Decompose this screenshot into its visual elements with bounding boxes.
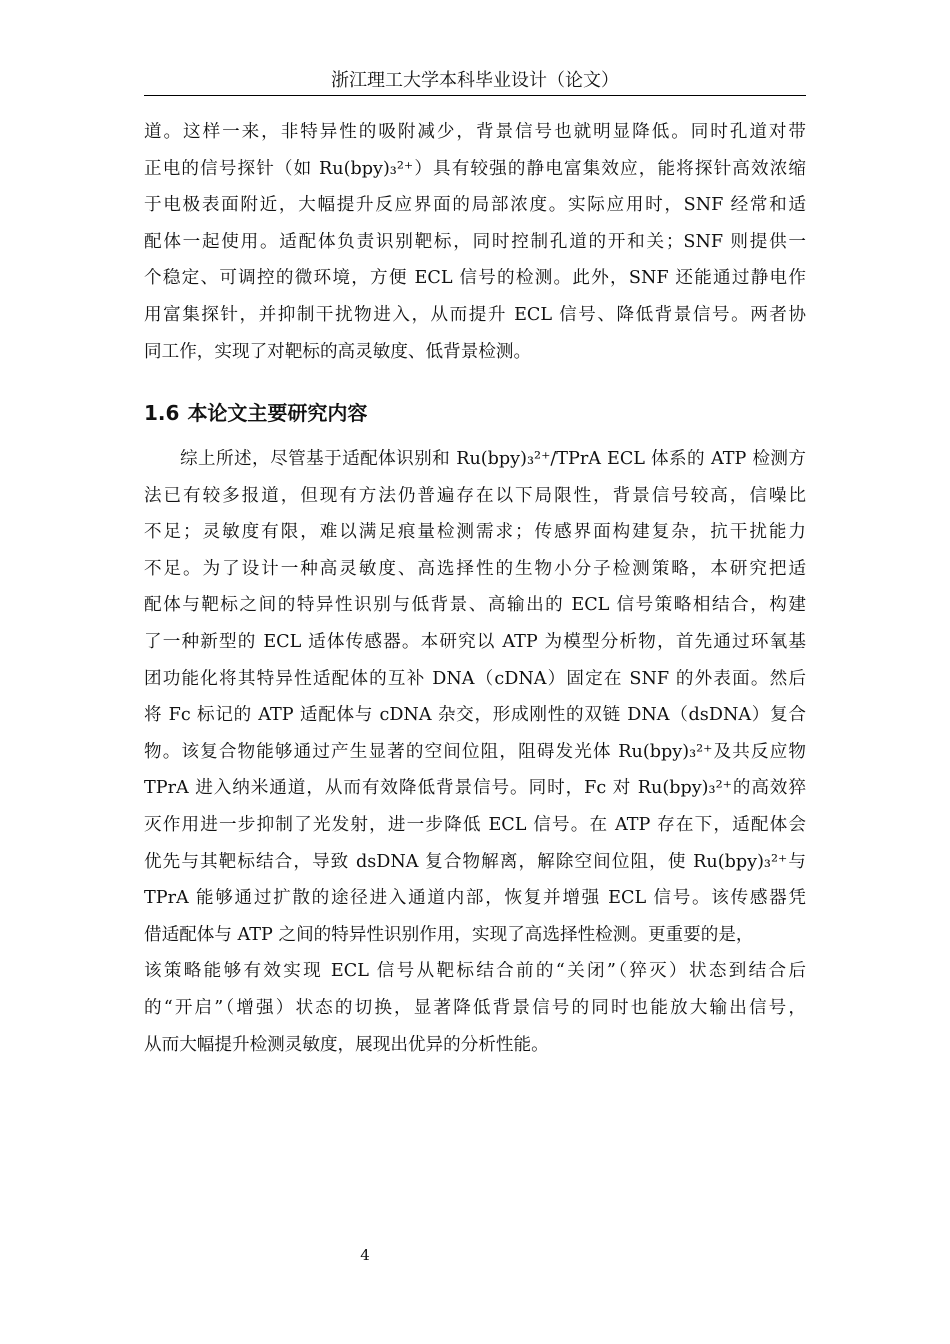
text-line: 同工作，实现了对靶标的高灵敏度、低背景检测。: [144, 341, 532, 362]
text-line: 物。该复合物能够通过产生显著的空间位阻，阻碍发光体 Ru(bpy)₃²⁺及共反应物: [144, 741, 806, 762]
text-line: 从而大幅提升检测灵敏度，展现出优异的分析性能。: [144, 1034, 549, 1055]
text-line: 法已有较多报道，但现有方法仍普遍存在以下局限性，背景信号较高，信噪比: [144, 485, 806, 506]
text-line: 的“开启”（增强）状态的切换，显著降低背景信号的同时也能放大输出信号，: [144, 997, 806, 1018]
text-line: 了一种新型的 ECL 适体传感器。本研究以 ATP 为模型分析物，首先通过环氧基: [144, 631, 806, 652]
section-heading: [144, 398, 367, 428]
section-title: 本论文主要研究内容: [187, 401, 368, 425]
page-number: 4: [360, 1246, 370, 1264]
text-line: 团功能化将其特异性适配体的互补 DNA（cDNA）固定在 SNF 的外表面。然后: [144, 668, 806, 689]
text-line: TPrA 进入纳米通道，从而有效降低背景信号。同时，Fc 对 Ru(bpy)₃²⁺的高效猝: [144, 778, 806, 799]
text-line: 道。这样一来，非特异性的吸附减少，背景信号也就明显降低。同时孔道对带: [144, 122, 806, 142]
text-line: 将 Fc 标记的 ATP 适配体与 cDNA 杂交，形成刚性的双链 DNA（dsDNA）复合: [144, 705, 806, 726]
text-line: 个稳定、可调控的微环境，方便 ECL 信号的检测。此外，SNF 还能通过静电作: [144, 268, 806, 289]
text-line: 综上所述，尽管基于适配体识别和 Ru(bpy)₃²⁺/TPrA ECL 体系的 ATP 检测方: [180, 449, 806, 469]
header-divider: [144, 95, 806, 96]
text-line: 优先与其靶标结合，导致 dsDNA 复合物解离，解除空间位阻，使 Ru(bpy)₃²⁺与: [144, 851, 806, 872]
page-header: 浙江理工大学本科毕业设计（论文）: [331, 70, 619, 91]
text-line: 正电的信号探针（如 Ru(bpy)₃²⁺）具有较强的静电富集效应，能将探针高效浓缩: [144, 158, 806, 179]
text-line: 于电极表面附近，大幅提升反应界面的局部浓度。实际应用时，SNF 经常和适: [144, 195, 806, 216]
section-number: 1.6: [144, 401, 180, 425]
text-line: 不足。为了设计一种高灵敏度、高选择性的生物小分子检测策略，本研究把适: [144, 558, 806, 579]
paragraph-continued: [144, 114, 806, 370]
paragraph-main: [144, 441, 806, 1063]
text-line: 用富集探针，并抑制干扰物进入，从而提升 ECL 信号、降低背景信号。两者协: [144, 304, 806, 325]
text-line: 不足；灵敏度有限，难以满足痕量检测需求；传感界面构建复杂，抗干扰能力: [144, 522, 806, 543]
text-line: 配体与靶标之间的特异性识别与低背景、高输出的 ECL 信号策略相结合，构建: [144, 595, 806, 616]
text-line: 配体一起使用。适配体负责识别靶标，同时控制孔道的开和关；SNF 则提供一: [144, 231, 806, 252]
text-line: 借适配体与 ATP 之间的特异性识别作用，实现了高选择性检测。更重要的是，: [144, 924, 754, 945]
text-line: 灭作用进一步抑制了光发射，进一步降低 ECL 信号。在 ATP 存在下，适配体会: [144, 814, 806, 835]
text-line: 该策略能够有效实现 ECL 信号从靶标结合前的“关闭”（猝灭）状态到结合后: [144, 961, 806, 982]
text-line: TPrA 能够通过扩散的途径进入通道内部，恢复并增强 ECL 信号。该传感器凭: [144, 888, 806, 909]
